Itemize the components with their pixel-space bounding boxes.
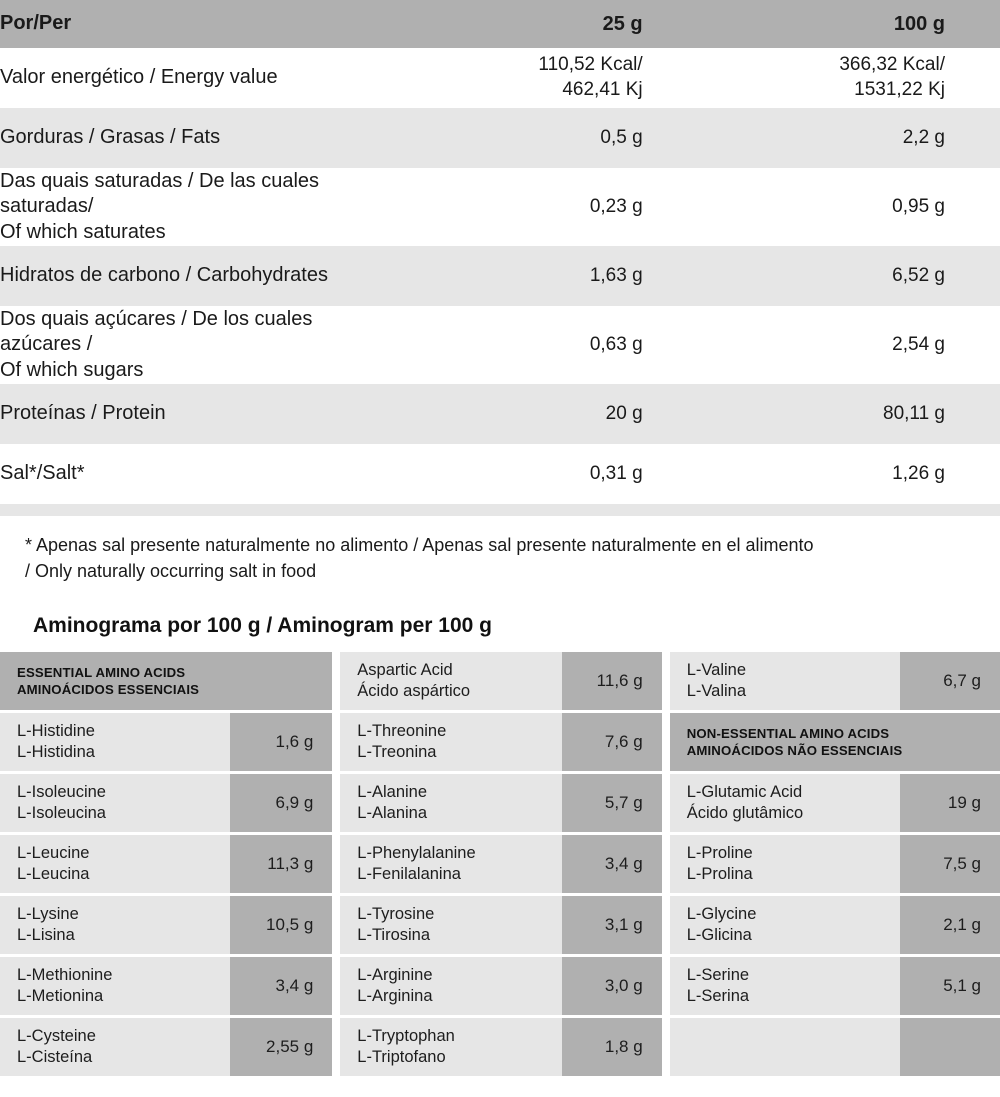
aminogram-row xyxy=(0,713,332,771)
aminogram-row-label-pt: L-Fenilalanina xyxy=(357,865,461,884)
aminogram-section-header-line-2: AMINOÁCIDOS ESSENCIAIS xyxy=(17,682,200,698)
aminogram-row-label-pt: L-Alanina xyxy=(357,804,428,823)
aminogram-row-value: 7,5 g xyxy=(900,835,1000,893)
aminogram-row xyxy=(340,1018,661,1076)
nutrition-table-bottom-strip xyxy=(0,504,1000,516)
aminogram-row-label-pt: L-Metionina xyxy=(17,987,104,1006)
aminogram-row-label-en: L-Isoleucine xyxy=(17,783,106,802)
aminogram-row-label xyxy=(0,957,230,1015)
aminogram-column-middle xyxy=(340,652,661,1076)
aminogram-row-label-pt: Ácido aspártico xyxy=(357,682,471,701)
aminogram-row-label-en: L-Histidine xyxy=(17,722,95,741)
aminogram-row-label-en: L-Threonine xyxy=(357,722,447,741)
bottom-strip-cell xyxy=(0,504,1000,516)
aminogram-row-value: 3,1 g xyxy=(562,896,661,954)
nutrition-row-value-100g: 366,32 Kcal/ 1531,22 Kj xyxy=(839,54,945,100)
aminogram-row-label xyxy=(0,713,230,771)
aminogram-row xyxy=(0,896,332,954)
aminogram-row-value: 5,7 g xyxy=(562,774,661,832)
aminogram-row-label xyxy=(340,957,562,1015)
nutrition-header-row xyxy=(0,0,1000,48)
aminogram-row-label xyxy=(340,774,562,832)
aminogram-row xyxy=(340,774,661,832)
aminogram-row-value: 11,6 g xyxy=(562,652,661,710)
nutrition-row-value-100g: 2,2 g xyxy=(902,126,945,148)
nutrition-row-label: Valor energético / Energy value xyxy=(0,66,278,89)
nutrition-row-value-25g: 0,23 g xyxy=(589,195,643,217)
aminogram-row-label xyxy=(0,1018,230,1076)
aminogram-row-value: 3,4 g xyxy=(562,835,661,893)
aminogram-row xyxy=(0,957,332,1015)
nutrition-row xyxy=(0,246,1000,306)
aminogram-section-header xyxy=(0,652,332,710)
nutrition-row-value-25g: 110,52 Kcal/ 462,41 Kj xyxy=(538,54,643,100)
nutrition-header-col-25g: 25 g xyxy=(602,13,643,35)
aminogram-row-label-pt: L-Tirosina xyxy=(357,926,431,945)
aminogram-grid xyxy=(0,652,1000,1076)
aminogram-row-label-pt: L-Treonina xyxy=(357,743,437,762)
aminogram-row xyxy=(340,652,661,710)
nutrition-row-value-100g: 6,52 g xyxy=(892,264,945,286)
aminogram-row xyxy=(670,896,1000,954)
aminogram-row-label-en: L-Valine xyxy=(686,661,747,680)
aminogram-row-label-en: L-Alanine xyxy=(357,783,428,802)
aminogram-row-label xyxy=(670,896,900,954)
nutrition-table xyxy=(0,0,1000,516)
aminogram-row-label xyxy=(0,896,230,954)
nutrition-row-value-25g: 0,63 g xyxy=(589,333,643,355)
aminogram-row-label-en: L-Methionine xyxy=(17,966,113,985)
aminogram-row-label-en: L-Phenylalanine xyxy=(357,844,476,863)
aminogram-row-label xyxy=(670,835,900,893)
aminogram-row-label-en: Aspartic Acid xyxy=(357,661,453,680)
nutrition-table-body xyxy=(0,0,1000,516)
aminogram-row-label xyxy=(670,652,900,710)
aminogram-row-label-en: L-Arginine xyxy=(357,966,433,985)
aminogram-row-value: 6,7 g xyxy=(900,652,1000,710)
nutrition-row xyxy=(0,444,1000,504)
aminogram-row-label xyxy=(670,957,900,1015)
aminogram-row-value: 1,6 g xyxy=(230,713,332,771)
aminogram-row-value: 3,0 g xyxy=(562,957,661,1015)
nutrition-row-value-100g: 0,95 g xyxy=(892,195,945,217)
nutrition-row-label: Proteínas / Protein xyxy=(0,402,166,425)
aminogram-row-label-en: L-Lysine xyxy=(17,905,79,924)
aminogram-row-label-pt: L-Arginina xyxy=(357,987,433,1006)
aminogram-row xyxy=(0,774,332,832)
nutrition-row-label: Das quais saturadas / De las cuales saturadas/ Of which saturates xyxy=(0,170,320,243)
nutrition-row xyxy=(0,306,1000,384)
aminogram-row-value: 7,6 g xyxy=(562,713,661,771)
aminogram-section-header-line-1: ESSENTIAL AMINO ACIDS xyxy=(17,665,186,681)
aminogram-row-label-en: L-Glycine xyxy=(686,905,757,924)
aminogram-row-label-pt: L-Glicina xyxy=(686,926,752,945)
aminogram-row-value: 10,5 g xyxy=(230,896,332,954)
nutrition-row-value-100g: 2,54 g xyxy=(892,333,945,355)
aminogram-row-label-pt: L-Lisina xyxy=(17,926,75,945)
aminogram-row-label-en: L-Tryptophan xyxy=(357,1027,455,1046)
aminogram-row xyxy=(340,896,661,954)
aminogram-row-label xyxy=(670,774,900,832)
aminogram-column-nonessential-right xyxy=(670,652,1000,1076)
aminogram-row-value: 1,8 g xyxy=(562,1018,661,1076)
aminogram-row-label-pt: L-Histidina xyxy=(17,743,95,762)
aminogram-row-value: 11,3 g xyxy=(230,835,332,893)
aminogram-row xyxy=(670,774,1000,832)
aminogram-row-label-pt: L-Prolina xyxy=(686,865,753,884)
salt-footnote-line-1: * Apenas sal presente naturalmente no alimento / Apenas sal presente naturalmente en el alimento xyxy=(25,535,814,555)
aminogram-row-value: 2,55 g xyxy=(230,1018,332,1076)
nutrition-row-value-25g: 20 g xyxy=(605,402,643,424)
aminogram-row-label-pt: L-Triptofano xyxy=(357,1048,446,1067)
nutrition-row-value-25g: 0,5 g xyxy=(600,126,643,148)
salt-footnote xyxy=(0,516,1000,584)
aminogram-row-label xyxy=(340,896,562,954)
aminogram-row xyxy=(0,1018,332,1076)
nutrition-row-label: Hidratos de carbono / Carbohydrates xyxy=(0,264,328,287)
aminogram-row-label-pt: L-Leucina xyxy=(17,865,90,884)
aminogram-row xyxy=(340,713,661,771)
nutrition-row xyxy=(0,168,1000,246)
nutrition-row xyxy=(0,48,1000,108)
nutrition-row-label: Dos quais açúcares / De los cuales azúcares / Of which sugars xyxy=(0,308,313,381)
aminogram-row-label xyxy=(340,652,562,710)
aminogram-row-label xyxy=(670,1018,900,1076)
aminogram-row-value: 19 g xyxy=(900,774,1000,832)
aminogram-row xyxy=(340,957,661,1015)
aminogram-section-header-line-2: AMINOÁCIDOS NÃO ESSENCIAIS xyxy=(686,743,903,759)
aminogram-row-label xyxy=(340,713,562,771)
nutrition-row-label: Gorduras / Grasas / Fats xyxy=(0,126,221,149)
nutrition-row-value-100g: 80,11 g xyxy=(883,402,945,424)
nutrition-row xyxy=(0,108,1000,168)
aminogram-row-label-pt: L-Valina xyxy=(686,682,747,701)
aminogram-row-label xyxy=(340,1018,562,1076)
aminogram-row-value xyxy=(900,1018,1000,1076)
aminogram-title: Aminograma por 100 g / Aminogram per 100 g xyxy=(33,614,493,638)
nutrition-row-value-100g: 1,26 g xyxy=(892,462,945,484)
aminogram-row-label-en: L-Leucine xyxy=(17,844,90,863)
nutrition-header-label: Por/Per xyxy=(0,12,72,35)
aminogram-section-header-text xyxy=(670,713,1000,771)
aminogram-row xyxy=(670,957,1000,1015)
aminogram-row-value: 6,9 g xyxy=(230,774,332,832)
aminogram-row-label xyxy=(0,774,230,832)
nutrition-header-col-100g: 100 g xyxy=(893,13,945,35)
aminogram-row-label xyxy=(340,835,562,893)
salt-footnote-line-2: / Only naturally occurring salt in food xyxy=(25,561,317,582)
aminogram-row-label-en: L-Glutamic Acid xyxy=(686,783,803,802)
nutrition-row-value-25g: 1,63 g xyxy=(589,264,643,286)
aminogram-row-label-pt: L-Cisteína xyxy=(17,1048,93,1067)
aminogram-row-label-en: L-Tyrosine xyxy=(357,905,435,924)
nutrition-row-label: Sal*/Salt* xyxy=(0,462,85,485)
aminogram-row xyxy=(670,652,1000,710)
aminogram-row-label-en: L-Serine xyxy=(686,966,750,985)
nutrition-row-value-25g: 0,31 g xyxy=(589,462,643,484)
aminogram-row-label-pt: Ácido glutâmico xyxy=(686,804,804,823)
aminogram-empty-row xyxy=(670,1018,1000,1076)
aminogram-section-header xyxy=(670,713,1000,771)
aminogram-row xyxy=(340,835,661,893)
aminogram-row-label-pt: L-Serina xyxy=(686,987,750,1006)
aminogram-row-label-en: L-Cysteine xyxy=(17,1027,96,1046)
aminogram-row-label-pt: L-Isoleucina xyxy=(17,804,106,823)
aminogram-column-essential-left xyxy=(0,652,332,1076)
aminogram-row-value: 2,1 g xyxy=(900,896,1000,954)
aminogram-section-header-line-1: NON-ESSENTIAL AMINO ACIDS xyxy=(686,726,890,742)
aminogram-section-header-text xyxy=(0,652,332,710)
nutrition-row xyxy=(0,384,1000,444)
aminogram-row xyxy=(670,835,1000,893)
aminogram-row-label-en: L-Proline xyxy=(686,844,753,863)
aminogram-row xyxy=(0,835,332,893)
aminogram-row-value: 5,1 g xyxy=(900,957,1000,1015)
aminogram-row-value: 3,4 g xyxy=(230,957,332,1015)
aminogram-row-label xyxy=(0,835,230,893)
